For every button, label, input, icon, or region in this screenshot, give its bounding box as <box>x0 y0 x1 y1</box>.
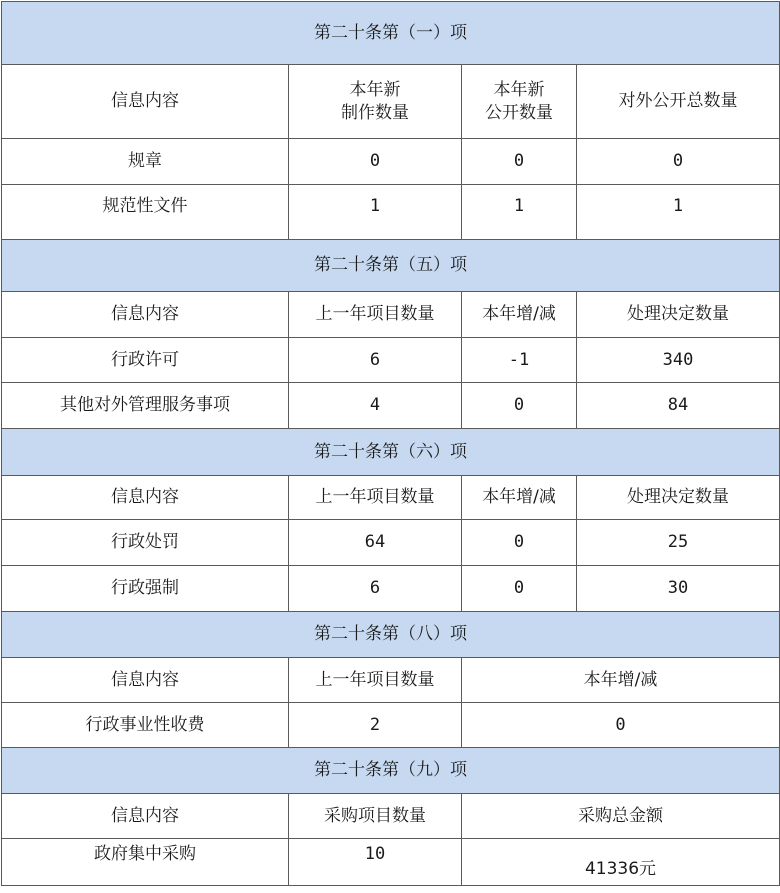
cell-value: 1 <box>462 185 577 240</box>
section-title-1: 第二十条第（一）项 <box>2 2 780 65</box>
cell-item-name: 政府集中采购 <box>2 839 289 886</box>
cell-value: 25 <box>577 520 780 566</box>
header-info-content: 信息内容 <box>2 658 289 703</box>
cell-item-name: 规范性文件 <box>2 185 289 240</box>
header-last-year-count: 上一年项目数量 <box>289 476 462 520</box>
cell-value: 6 <box>289 338 462 383</box>
cell-value: 0 <box>289 139 462 185</box>
header-info-content: 信息内容 <box>2 794 289 839</box>
header-decision-count: 处理决定数量 <box>577 292 780 338</box>
section-title-5: 第二十条第（五）项 <box>2 240 780 292</box>
cell-value: 340 <box>577 338 780 383</box>
header-info-content: 信息内容 <box>2 476 289 520</box>
header-purchase-total: 采购总金额 <box>462 794 780 839</box>
cell-value: 1 <box>577 185 780 240</box>
table-row <box>2 185 780 240</box>
cell-item-name: 规章 <box>2 139 289 185</box>
table-row <box>2 338 780 383</box>
cell-value: 10 <box>289 839 462 886</box>
table-row <box>2 839 780 886</box>
cell-value: 0 <box>462 703 780 748</box>
cell-value: 2 <box>289 703 462 748</box>
cell-value: 0 <box>577 139 780 185</box>
cell-value: 0 <box>462 139 577 185</box>
table-row <box>2 566 780 612</box>
cell-value: 30 <box>577 566 780 612</box>
cell-value: 1 <box>289 185 462 240</box>
section-title-9: 第二十条第（九）项 <box>2 748 780 794</box>
header-info-content: 信息内容 <box>2 292 289 338</box>
table-row <box>2 383 780 429</box>
section-title-8: 第二十条第（八）项 <box>2 612 780 658</box>
cell-value: 64 <box>289 520 462 566</box>
table-row <box>2 139 780 185</box>
cell-item-name: 行政强制 <box>2 566 289 612</box>
header-last-year-count: 上一年项目数量 <box>289 292 462 338</box>
header-last-year-count: 上一年项目数量 <box>289 658 462 703</box>
header-decision-count: 处理决定数量 <box>577 476 780 520</box>
disclosure-table-sheet <box>1 1 779 891</box>
cell-value: 41336元 <box>462 839 780 886</box>
cell-item-name: 其他对外管理服务事项 <box>2 383 289 429</box>
cell-item-name: 行政事业性收费 <box>2 703 289 748</box>
table-row <box>2 703 780 748</box>
cell-value: -1 <box>462 338 577 383</box>
cell-item-name: 行政许可 <box>2 338 289 383</box>
cell-value: 4 <box>289 383 462 429</box>
cell-value: 0 <box>462 520 577 566</box>
header-purchase-count: 采购项目数量 <box>289 794 462 839</box>
header-year-change: 本年增/减 <box>462 292 577 338</box>
cell-item-name: 行政处罚 <box>2 520 289 566</box>
section-title-6: 第二十条第（六）项 <box>2 429 780 476</box>
header-year-change: 本年增/减 <box>462 658 780 703</box>
header-new-published-count: 本年新 公开数量 <box>462 65 577 139</box>
header-year-change: 本年增/减 <box>462 476 577 520</box>
cell-value: 0 <box>462 383 577 429</box>
cell-value: 6 <box>289 566 462 612</box>
disclosure-table <box>1 1 780 886</box>
table-row <box>2 520 780 566</box>
header-new-made-count: 本年新 制作数量 <box>289 65 462 139</box>
cell-value: 84 <box>577 383 780 429</box>
cell-value: 0 <box>462 566 577 612</box>
header-info-content: 信息内容 <box>2 65 289 139</box>
header-total-public-count: 对外公开总数量 <box>577 65 780 139</box>
